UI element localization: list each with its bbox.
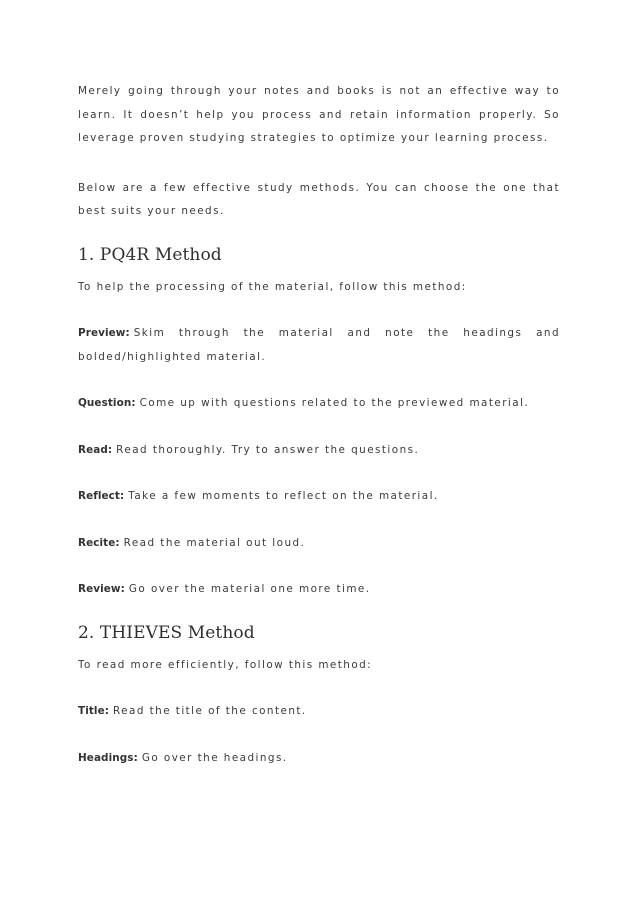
desc-headings: Go over the headings. xyxy=(141,751,288,764)
desc-question: Come up with questions related to the previewed material. xyxy=(139,397,530,409)
section-lead-thieves: To read more efficiently, follow this method: xyxy=(78,658,373,671)
list-item-read xyxy=(78,439,560,463)
desc-reflect: Take a few moments to reflect on the material. xyxy=(128,490,439,502)
list-item-recite xyxy=(78,532,560,556)
document-page xyxy=(78,80,560,793)
list-item-title xyxy=(78,700,560,724)
term-headings: Headings: xyxy=(78,751,138,764)
intro-paragraph-methods: Below are a few effective study methods. You can choose the one that best suits your needs. xyxy=(78,181,560,217)
term-reflect: Reflect: xyxy=(78,490,125,502)
list-item-review xyxy=(78,578,560,602)
desc-title: Read the title of the content. xyxy=(112,705,307,717)
section-heading-pq4r: 1. PQ4R Method xyxy=(78,244,222,265)
term-preview: Preview: xyxy=(78,327,130,339)
term-read: Read: xyxy=(78,443,113,456)
term-title: Title: xyxy=(78,705,109,717)
desc-read: Read thoroughly. Try to answer the questions. xyxy=(116,443,420,456)
list-item-question xyxy=(78,392,560,416)
desc-recite: Read the material out loud. xyxy=(123,536,306,549)
section-heading-thieves: 2. THIEVES Method xyxy=(78,622,255,643)
term-recite: Recite: xyxy=(78,536,120,549)
desc-preview: Skim through the material and note the headings and bolded/highlighted material. xyxy=(78,327,560,363)
list-item-reflect xyxy=(78,485,560,509)
section-lead-pq4r: To help the processing of the material, follow this method: xyxy=(78,280,467,293)
term-review: Review: xyxy=(78,583,125,595)
list-item-preview xyxy=(78,322,560,369)
term-question: Question: xyxy=(78,397,136,409)
intro-paragraph: Merely going through your notes and books is not an effective way to learn. It doesn’t help you process and retain information properly. So leverage proven studying strategies to optimize your learning process. xyxy=(78,85,560,144)
desc-review: Go over the material one more time. xyxy=(128,583,371,595)
list-item-headings xyxy=(78,747,560,771)
